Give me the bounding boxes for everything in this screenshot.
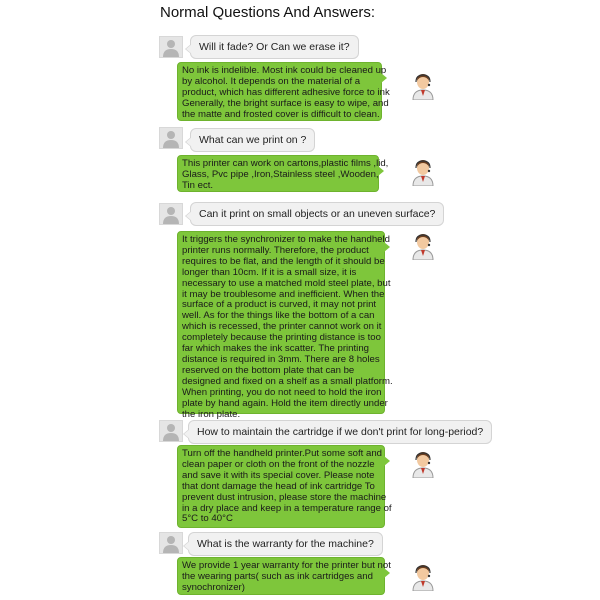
answer-bubble [177, 231, 393, 420]
user-avatar-icon [159, 203, 183, 225]
answer-line: Turn off the handheld printer.Put some soft and [182, 448, 382, 459]
question-bubble: What is the warranty for the machine? [188, 532, 383, 556]
answer-line: No ink is indelible. Most ink could be cleaned up [182, 65, 387, 76]
question-bubble: How to maintain the cartridge if we don't print for long-period? [188, 420, 492, 444]
answer-line: the iron plate. [182, 408, 241, 420]
answer-line: longer than 10cm. If it is a small size, it is [182, 266, 357, 278]
answer-line: the wearing parts( such as ink cartridges and [182, 570, 373, 582]
answer-line: printer runs normally. Therefore, the product [182, 244, 369, 256]
answer-line: Glass, Pvc pipe ,Iron,Stainless steel ,Wooden, [182, 168, 379, 180]
answer-bubble [177, 445, 392, 528]
support-agent-icon [410, 563, 436, 591]
answer-line: Tin ect. [182, 179, 214, 191]
answer-line: which is recessed, the printer cannot work on it [182, 321, 382, 333]
answer-line: completely because the printing distance is too [182, 332, 381, 344]
support-agent-icon [410, 158, 436, 186]
answer-line: designed and fixed on a shelf as a small platform. [182, 375, 393, 387]
answer-line: Generally, the bright surface is easy to wipe, and [182, 97, 389, 109]
answer-line: and save it with its special cover. Please note [182, 469, 375, 481]
support-agent-icon [410, 72, 436, 100]
support-agent-icon [410, 232, 436, 260]
answer-line: This printer can work on cartons,plastic films ,lid, [182, 158, 389, 169]
user-avatar-icon [159, 532, 183, 554]
answer-line: that dont damage the head of ink cartridge To [182, 480, 375, 492]
user-avatar-icon [159, 36, 183, 58]
page-title: Normal Questions And Answers: [160, 4, 376, 21]
user-avatar-icon [159, 127, 183, 149]
answer-line: it may be troublesome and inefficient. When the [182, 288, 385, 300]
answer-bubble [177, 557, 391, 595]
answer-line: distance is required in 3mm. There are 8 holes [182, 353, 380, 365]
answer-line: requires to be flat, and the length of it should be [182, 255, 385, 267]
answer-bubble [177, 155, 389, 192]
answer-line: well. As for the things like the bottom of a can [182, 310, 375, 322]
answer-line: plate by hand again. Hold the item directly under [182, 397, 388, 409]
answer-line: It triggers the synchronizer to make the handheld [182, 234, 390, 245]
answer-line: surface of a product is curved, it may not print [182, 299, 377, 311]
answer-line: by alcohol. It depends on the material of a [182, 75, 361, 87]
answer-bubble [177, 62, 390, 121]
question-bubble: What can we print on ? [190, 128, 315, 152]
answer-line: reserved on the bottom plate that can be [182, 364, 355, 376]
answer-line: prevent dust intrusion, please store the machine [182, 491, 387, 503]
answer-line: We provide 1 year warranty for the printer but not [182, 560, 391, 571]
answer-line: clean paper or cloth on the front of the nozzle [182, 458, 375, 470]
question-bubble: Can it print on small objects or an uneven surface? [190, 202, 444, 226]
support-agent-icon [410, 450, 436, 478]
answer-line: 5°C to 40°C [182, 513, 233, 525]
answer-line: far which makes the ink scatter. The printing [182, 343, 369, 355]
answer-line: synochronizer) [182, 581, 245, 593]
answer-line: in a dry place and keep in a temperature range of [182, 502, 392, 514]
answer-line: product, which has different adhesive force to ink [182, 86, 390, 98]
answer-line: When printing, you do not need to hold the iron [182, 386, 382, 398]
question-bubble: Will it fade? Or Can we erase it? [190, 35, 359, 59]
user-avatar-icon [159, 420, 183, 442]
answer-line: necessary to use a matched mold steel plate, but [182, 277, 391, 289]
answer-line: the matte and frosted cover is difficult to clean. [182, 108, 380, 120]
